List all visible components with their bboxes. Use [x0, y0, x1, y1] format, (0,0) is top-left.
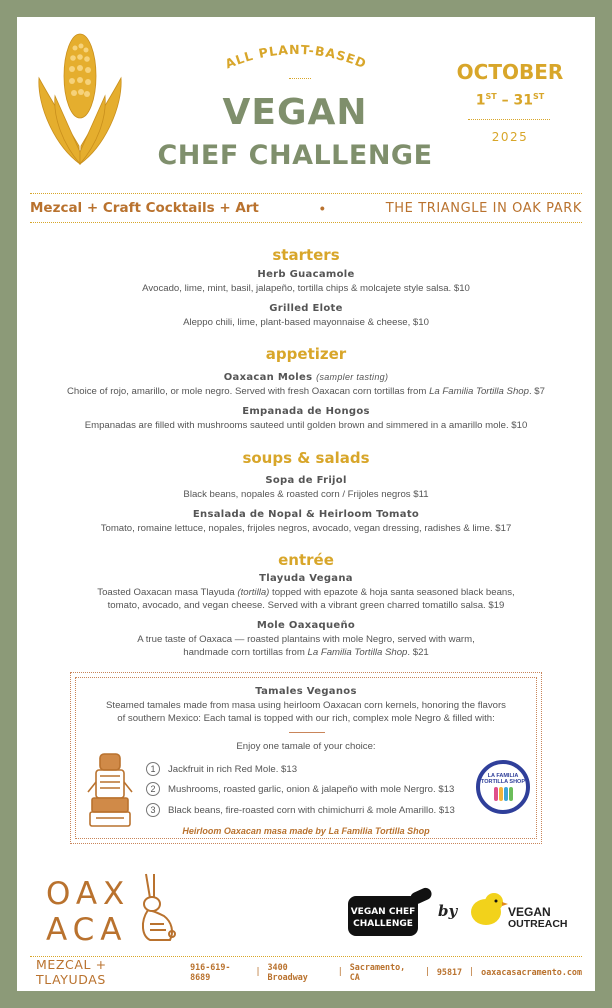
vcc-line1: VEGAN CHEF	[350, 907, 416, 917]
title-chef-challenge: CHEF CHALLENGE	[157, 140, 433, 171]
section-heading-entree: entrée	[278, 551, 334, 569]
footer-phone: 916-619-8689	[190, 962, 231, 982]
vegan-chef-challenge-logo	[344, 882, 436, 942]
vegan-outreach-line2: OUTREACH	[508, 918, 568, 930]
start-suffix: ST	[485, 92, 497, 101]
divider-dots	[30, 193, 582, 194]
choice-text: Black beans, fire-roasted corn with chimichurri & mole Amarillo. $13	[168, 804, 455, 816]
tamale-choice	[146, 803, 455, 817]
item-desc-em: La Familia Tortilla Shop	[307, 647, 408, 658]
statue-icon	[86, 752, 134, 830]
footer-sep: |	[338, 967, 342, 977]
tagline-text: ALL PLANT-BASED	[222, 41, 370, 72]
divider-dots	[468, 119, 550, 120]
item-name: Ensalada de Nopal & Heirloom Tomato	[192, 509, 420, 520]
item-desc: Black beans, nopales & roasted corn / Frijoles negros $11	[183, 489, 429, 500]
tamales-desc: Steamed tamales made from masa using heirloom Oaxacan corn kernels, honoring the flavors	[106, 700, 506, 711]
rabbit-icon	[136, 872, 176, 944]
footer-website[interactable]: oaxacasacramento.com	[481, 967, 582, 977]
divider-dots	[289, 78, 311, 79]
item-desc-text: handmade corn tortillas from	[183, 647, 308, 658]
tamales-box	[70, 672, 542, 844]
title-vegan: VEGAN	[222, 92, 368, 133]
choice-text: Mushrooms, roasted garlic, onion & jalapeño with mole Nergro. $13	[168, 783, 455, 795]
choice-number: 3	[146, 803, 160, 817]
event-date-range	[452, 92, 568, 109]
item-desc: Empanadas are filled with mushrooms sauteed until golden brown and simmered in a amarillo mole. $10	[84, 420, 528, 431]
by-text: by	[438, 902, 458, 920]
item-name	[17, 372, 595, 383]
banner-left: Mezcal + Craft Cocktails + Art	[30, 200, 259, 216]
vcc-line2: CHALLENGE	[353, 919, 413, 929]
choice-number: 1	[146, 762, 160, 776]
tamale-choice	[146, 762, 297, 776]
banner	[30, 196, 582, 220]
item-desc-text: . $21	[407, 647, 429, 658]
event-year: 2025	[491, 130, 529, 144]
item-desc: tomato, avocado, and vegan cheese. Served with a vibrant green charred tomatillo salsa. $19	[107, 600, 505, 611]
item-name: Tlayuda Vegana	[259, 573, 353, 584]
divider-dots	[30, 222, 582, 223]
oaxaca-logo-line1: OAX	[46, 876, 131, 912]
item-desc: Avocado, lime, mint, basil, jalapeño, tortilla chips & molcajete style salsa. $10	[142, 283, 470, 294]
section-heading-appetizer: appetizer	[265, 345, 347, 363]
date-dash: –	[501, 92, 509, 109]
tamales-prompt: Enjoy one tamale of your choice:	[236, 741, 376, 752]
footer-sep: |	[256, 967, 260, 977]
footer-brand: MEZCAL + TLAYUDAS	[36, 957, 107, 987]
item-desc: A true taste of Oaxaca — roasted plantains with mole Negro, served with warm,	[137, 634, 475, 645]
oaxaca-logo	[46, 876, 136, 948]
footer-sep: |	[425, 967, 429, 977]
item-desc	[37, 385, 575, 399]
end-day: 31	[513, 92, 533, 109]
banner-right: THE TRIANGLE IN OAK PARK	[385, 200, 582, 216]
item-desc-em: La Familia Tortilla Shop	[429, 386, 529, 397]
item-desc	[37, 586, 575, 600]
badge-text: LA FAMILIA TORTILLA SHOP	[481, 773, 525, 785]
footer-street: 3400 Broadway	[267, 962, 308, 982]
footer-city: Sacramento, CA	[349, 962, 406, 982]
badge-stripes	[494, 787, 513, 801]
item-desc-text: Choice of rojo, amarillo, or mole negro. Served with fresh Oaxacan corn tortillas from	[67, 386, 430, 397]
corn-icon	[35, 26, 125, 166]
item-desc-text: . $7	[528, 386, 545, 397]
item-desc-em: (tortilla)	[237, 587, 270, 598]
svg-text:ALL PLANT-BASED	[223, 42, 369, 71]
footer-sep: |	[470, 967, 474, 977]
tamales-name: Tamales Veganos	[255, 686, 357, 697]
banner-separator: •	[319, 200, 325, 216]
footer	[36, 957, 582, 987]
divider-line	[289, 732, 325, 733]
tortilla-shop-badge	[476, 760, 530, 814]
item-name: Empanada de Hongos	[242, 406, 370, 417]
vegan-outreach-line1: VEGAN	[508, 905, 551, 919]
item-desc-text: topped with epazote & hoja santa seasoned black beans,	[269, 587, 515, 598]
tamale-choice	[146, 782, 454, 796]
tamales-desc: of southern Mexico: Each tamal is topped with our rich, complex mole Negro & filled with:	[117, 713, 495, 724]
item-name: Sopa de Frijol	[265, 475, 347, 486]
item-name: Grilled Elote	[269, 303, 343, 314]
footer-zip: 95817	[436, 967, 463, 977]
section-heading-soups: soups & salads	[242, 449, 370, 467]
item-note: (sampler tasting)	[316, 372, 389, 382]
start-day: 1	[475, 92, 486, 109]
item-desc: Tomato, romaine lettuce, nopales, frijoles negros, avocado, vegan dressing, radishes & lime. $17	[100, 523, 512, 534]
item-desc-text: Toasted Oaxacan masa Tlayuda	[97, 587, 238, 598]
section-heading-starters: starters	[272, 246, 340, 264]
item-name: Herb Guacamole	[257, 269, 355, 280]
item-desc: Aleppo chili, lime, plant-based mayonnaise & cheese, $10	[183, 317, 429, 328]
tamales-footnote: Heirloom Oaxacan masa made by La Familia Tortilla Shop	[182, 826, 430, 836]
end-suffix: ST	[532, 92, 545, 101]
item-desc	[37, 646, 575, 660]
event-month: OCTOBER	[456, 60, 564, 84]
choice-number: 2	[146, 782, 160, 796]
oaxaca-logo-line2: ACA	[46, 912, 128, 948]
choice-text: Jackfruit in rich Red Mole. $13	[168, 763, 298, 775]
tagline-arc	[196, 40, 396, 78]
item-name-text: Oaxacan Moles	[223, 372, 313, 383]
item-name: Mole Oaxaqueño	[256, 620, 356, 631]
